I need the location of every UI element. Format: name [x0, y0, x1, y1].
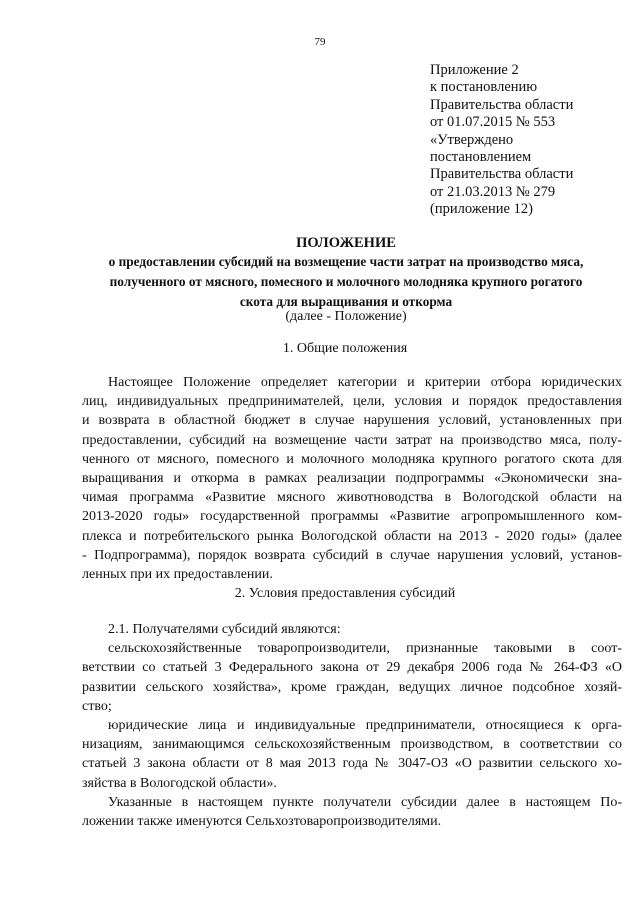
paragraph-line: 2.1. Получателями субсидий являются:: [108, 622, 341, 637]
approval-line: от 01.07.2015 № 553: [430, 114, 556, 131]
paragraph-line: сельскохозяйственные товаропроизводители, признанные таковыми в соот-: [108, 641, 622, 657]
subtitle-line: полученного от мясного, помесного и молочного молодняка крупного рогатого: [109, 274, 583, 289]
approval-line: Приложение 2: [430, 62, 519, 78]
paragraph-line: низациям, занимающимся сельскохозяйственным производством, в соответствии со: [82, 737, 622, 753]
approval-line: от 21.03.2013 № 279: [430, 183, 556, 200]
paragraph-line: статьей 3 закона области от 8 мая 2013 года № 3047-ОЗ «О развитии сельского хо-: [82, 756, 622, 772]
approval-line: к постановлению: [430, 79, 538, 96]
approval-line: «Утверждено: [430, 131, 514, 148]
approval-line: Правительства области: [430, 96, 574, 113]
subtitle-line: скота для выращивания и откорма: [239, 294, 453, 309]
paragraph-line: чимая программа «Развитие мясного животноводства в Вологодской области на: [82, 490, 622, 506]
paragraph-line: ветствии со статьей 3 Федерального закона от 29 декабря 2006 года № 264-ФЗ «О: [82, 660, 622, 676]
paragraph-line: 2013-2020 годы» государственной программы «Развитие агропромышленного ком-: [82, 509, 622, 525]
section-1-paragraph: [82, 373, 622, 584]
section-2-heading: 2. Условия предоставления субсидий: [234, 586, 456, 601]
paragraph-line: выращивания и откорма в рамках реализации подпрограммы «Экономически зна-: [82, 470, 622, 486]
approval-block: [430, 62, 573, 219]
paragraph-line: ченного от мясного, помесного и молочного молодняка крупного рогатого скота для: [82, 451, 622, 467]
paragraph-line: зяйства в Вологодской области».: [82, 775, 277, 791]
paragraph-line: Настоящее Положение определяет категории и критерии отбора юридических: [108, 375, 622, 390]
page-number: 79: [314, 36, 326, 48]
approval-line: постановлением: [430, 149, 532, 166]
approval-line: Правительства области: [430, 166, 574, 183]
paragraph-line: ство;: [82, 698, 112, 714]
paragraph-line: плекса и потребительского рынка Вологодской области на 2013 - 2020 годы» (далее: [82, 528, 622, 544]
paragraph-line: предоставлении, субсидий на возмещение части затрат на производство мяса, полу-: [82, 432, 622, 448]
paragraph-line: - Подпрограмма), порядок возврата субсидий в случае нарушения условий, установ-: [82, 547, 622, 563]
abbreviation-note: (далее - Положение): [285, 309, 407, 324]
section-2-body: [82, 620, 622, 831]
paragraph-line: ложении также именуются Сельхозтоваропроизводителями.: [82, 813, 442, 829]
document-title: ПОЛОЖЕНИЕ: [296, 235, 396, 251]
document-subtitle: [60, 252, 632, 312]
approval-line: (приложение 12): [430, 201, 533, 218]
paragraph-line: развитии сельского хозяйства», кроме граждан, ведущих личное подсобное хозяй-: [82, 679, 622, 695]
paragraph-line: Указанные в настоящем пункте получатели субсидии далее в настоящем По-: [108, 794, 622, 810]
subtitle-line: о предоставлении субсидий на возмещение части затрат на производство мяса,: [108, 254, 584, 269]
paragraph-line: и возврата в областной бюджет в случае нарушения условий, установленных при: [82, 413, 622, 429]
paragraph-line: ленных при их предоставлении.: [82, 566, 273, 582]
paragraph-line: лиц, индивидуальных предпринимателей, цели, условия и порядок предоставления: [82, 394, 622, 410]
paragraph-line: юридические лица и индивидуальные предприниматели, относящиеся к орга-: [108, 717, 622, 733]
section-1-heading: 1. Общие положения: [282, 341, 408, 356]
